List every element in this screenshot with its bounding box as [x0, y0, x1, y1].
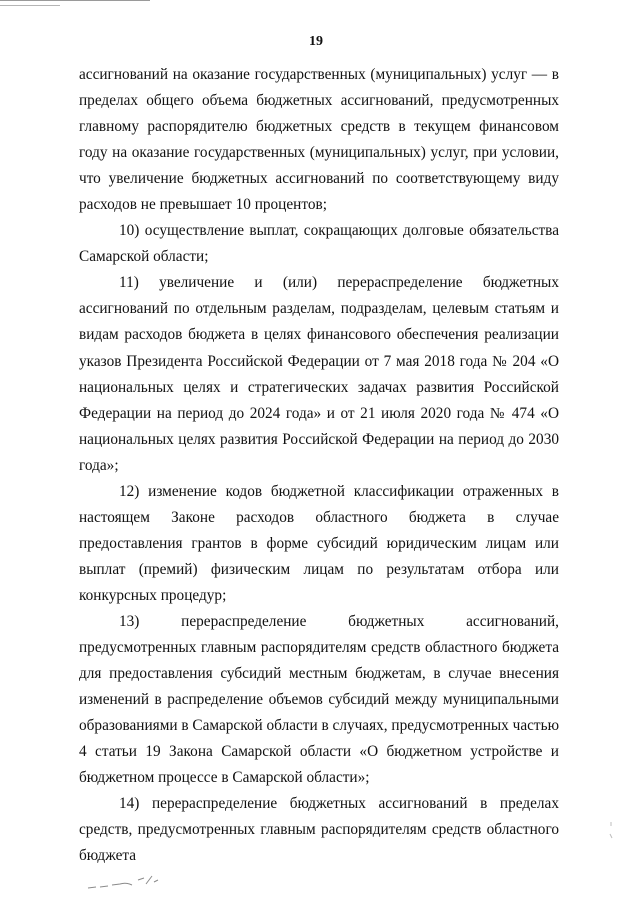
scan-edge-line	[0, 0, 150, 1]
paragraph-item-14: 14) перераспределение бюджетных ассигнований в пределах средств, предусмотренных главным распорядителям средств областного бюджета	[79, 795, 559, 865]
scan-edge-line	[0, 5, 60, 6]
paragraph-item-11: 11) увеличение и (или) перераспределение бюджетных ассигнований по отдельным разделам, подразделам, целевым статьям и видам расходов бюджета в целях финансового обеспечения реализации указов Президента Российской Федерации от 7 мая 2018 года № 204 «О национальных целях и стратегических задачах развития Российской Федерации на период до 2024 года» и от 21 июля 2020 года № 474 «О национальных целях развития Российской Федерации на период до 2030 года»;	[79, 274, 559, 474]
paragraph-item-13: 13) перераспределение бюджетных ассигнований, предусмотренных главным распорядителям средств областного бюджета для предоставления субсидий местным бюджетам, в случае внесения изменений в распределение объемов субсидий между муниципальными образованиями в Самарской области в случаях, предусмотренных частью 4 статьи 19 Закона Самарской области «О бюджетном устройстве и бюджетном процессе в Самарской области»;	[79, 612, 559, 787]
page-number: 19	[309, 34, 323, 49]
scan-artifact-speck	[608, 820, 614, 840]
scan-artifact-mark	[86, 870, 166, 892]
paragraph-continuation: ассигнований на оказание государственных (муниципальных) услуг — в пределах общего объема бюджетных ассигнований, предусмотренных главному распорядителю бюджетных средств в текущем финансовом году на оказание государственных (муниципальных) услуг, при условии, что увеличение бюджетных ассигнований по соответствующему виду расходов не превышает 10 процентов;	[79, 66, 559, 214]
document-body	[79, 62, 559, 869]
paragraph-item-12: 12) изменение кодов бюджетной классификации отраженных в настоящем Законе расходов областного бюджета в случае предоставления грантов в форме субсидий юридическим лицам или выплат (премий) физическим лицам по результатам отбора или конкурсных процедур;	[79, 482, 559, 604]
paragraph-item-10: 10) осуществление выплат, сокращающих долговые обязательства Самарской области;	[79, 222, 559, 266]
